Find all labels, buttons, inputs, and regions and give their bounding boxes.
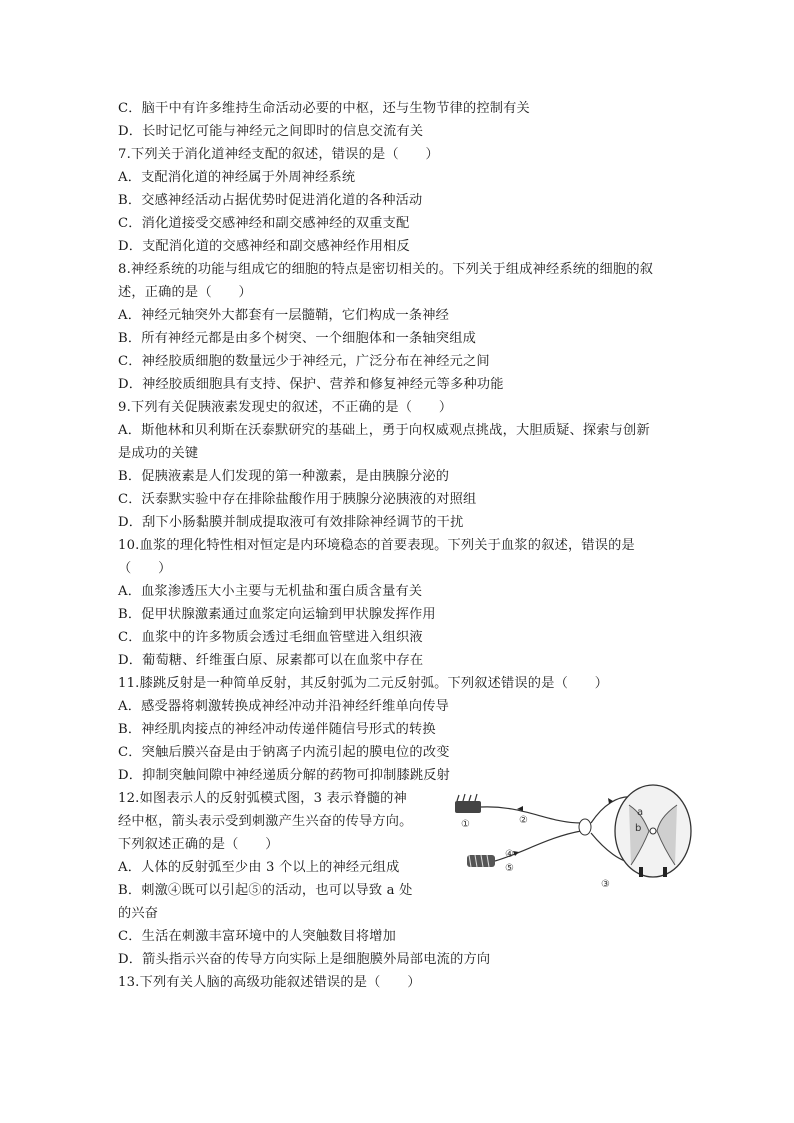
text-line: A．斯他林和贝利斯在沃泰默研究的基础上，勇于向权威观点挑战，大胆质疑、探索与创新: [118, 423, 650, 438]
question-12-text: [118, 787, 448, 925]
text-line: 13.下列有关人脑的高级功能叙述错误的是（ ）: [118, 975, 421, 990]
text-line: B．交感神经活动占据优势时促进消化道的各种活动: [118, 193, 423, 208]
text-line: D．刮下小肠黏膜并制成提取液可有效排除神经调节的干扰: [118, 515, 464, 530]
text-line: C．生活在刺激丰富环境中的人突触数目将增加: [118, 929, 397, 944]
text-line: A．感受器将刺激转换成神经冲动并沿神经纤维单向传导: [118, 699, 450, 714]
label-2: ②: [519, 815, 528, 826]
text-line: D．箭头指示兴奋的传导方向实际上是细胞膜外局部电流的方向: [118, 952, 491, 967]
text-block-bottom: [118, 925, 688, 994]
text-line: （ ）: [118, 561, 172, 576]
question-text: [118, 97, 688, 994]
text-line: C．神经胶质细胞的数量远少于神经元，广泛分布在神经元之间: [118, 354, 490, 369]
receptor-shape: [455, 794, 481, 813]
text-line: 8.神经系统的功能与组成它的细胞的特点是密切相关的。下列关于组成神经系统的细胞的叙: [118, 262, 654, 277]
text-line: 12.如图表示人的反射弧模式图，3 表示脊髓的神: [118, 791, 407, 806]
text-line: 11.膝跳反射是一种简单反射，其反射弧为二元反射弧。下列叙述错误的是（ ）: [118, 676, 609, 691]
label-3: ③: [601, 879, 610, 890]
text-line: A．神经元轴突外大都套有一层髓鞘，它们构成一条神经: [118, 308, 450, 323]
label-1: ①: [461, 819, 470, 830]
text-line: C．消化道接受交感神经和副交感神经的双重支配: [118, 216, 410, 231]
text-line: D．长时记忆可能与神经元之间即时的信息交流有关: [118, 124, 424, 139]
effector-shape: [467, 855, 495, 867]
text-line: C．血浆中的许多物质会透过毛细血管壁进入组织液: [118, 630, 423, 645]
text-line: 下列叙述正确的是（ ）: [118, 837, 279, 852]
text-line: 的兴奋: [118, 906, 159, 921]
label-5: ⑤: [505, 863, 514, 874]
text-line: 7.下列关于消化道神经支配的叙述，错误的是（ ）: [118, 147, 439, 162]
text-line: 是成功的关键: [118, 446, 199, 461]
label-4: ④: [505, 849, 514, 860]
text-line: 10.血浆的理化特性相对恒定是内环境稳态的首要表现。下列关于血浆的叙述，错误的是: [118, 538, 635, 553]
question-12: [118, 787, 688, 925]
text-block-top: [118, 97, 688, 787]
text-line: B．促甲状腺激素通过血浆定向运输到甲状腺发挥作用: [118, 607, 436, 622]
text-line: B．神经肌肉接点的神经冲动传递伴随信号形式的转换: [118, 722, 436, 737]
text-line: C．脑干中有许多维持生命活动必要的中枢，还与生物节律的控制有关: [118, 101, 530, 116]
reflex-arc-diagram: [453, 775, 693, 897]
text-line: D．支配消化道的交感神经和副交感神经作用相反: [118, 239, 410, 254]
afferent-nerve: [481, 807, 581, 823]
text-line: A．人体的反射弧至少由 3 个以上的神经元组成: [118, 860, 400, 875]
label-b: b: [635, 823, 642, 834]
text-line: D．抑制突触间隙中神经递质分解的药物可抑制膝跳反射: [118, 768, 451, 783]
text-line: B．所有神经元都是由多个树突、一个细胞体和一条轴突组成: [118, 331, 476, 346]
spinal-cord-shape: [615, 785, 691, 877]
text-line: C．沃泰默实验中存在排除盐酸作用于胰腺分泌胰液的对照组: [118, 492, 477, 507]
text-line: C．突触后膜兴奋是由于钠离子内流引起的膜电位的改变: [118, 745, 450, 760]
label-a: a: [637, 807, 644, 818]
text-line: D．神经胶质细胞具有支持、保护、营养和修复神经元等多种功能: [118, 377, 504, 392]
text-line: 9.下列有关促胰液素发现史的叙述，不正确的是（ ）: [118, 400, 453, 415]
text-line: D．葡萄糖、纤维蛋白原、尿素都可以在血浆中存在: [118, 653, 424, 668]
text-line: A．血浆渗透压大小主要与无机盐和蛋白质含量有关: [118, 584, 423, 599]
text-line: 述，正确的是（ ）: [118, 285, 252, 300]
text-line: 经中枢，箭头表示受到刺激产生兴奋的传导方向。: [118, 814, 413, 829]
text-line: A．支配消化道的神经属于外周神经系统: [118, 170, 356, 185]
text-line: B．促胰液素是人们发现的第一种激素，是由胰腺分泌的: [118, 469, 450, 484]
text-line: B．刺激④既可以引起⑤的活动，也可以导致 a 处: [118, 883, 413, 898]
